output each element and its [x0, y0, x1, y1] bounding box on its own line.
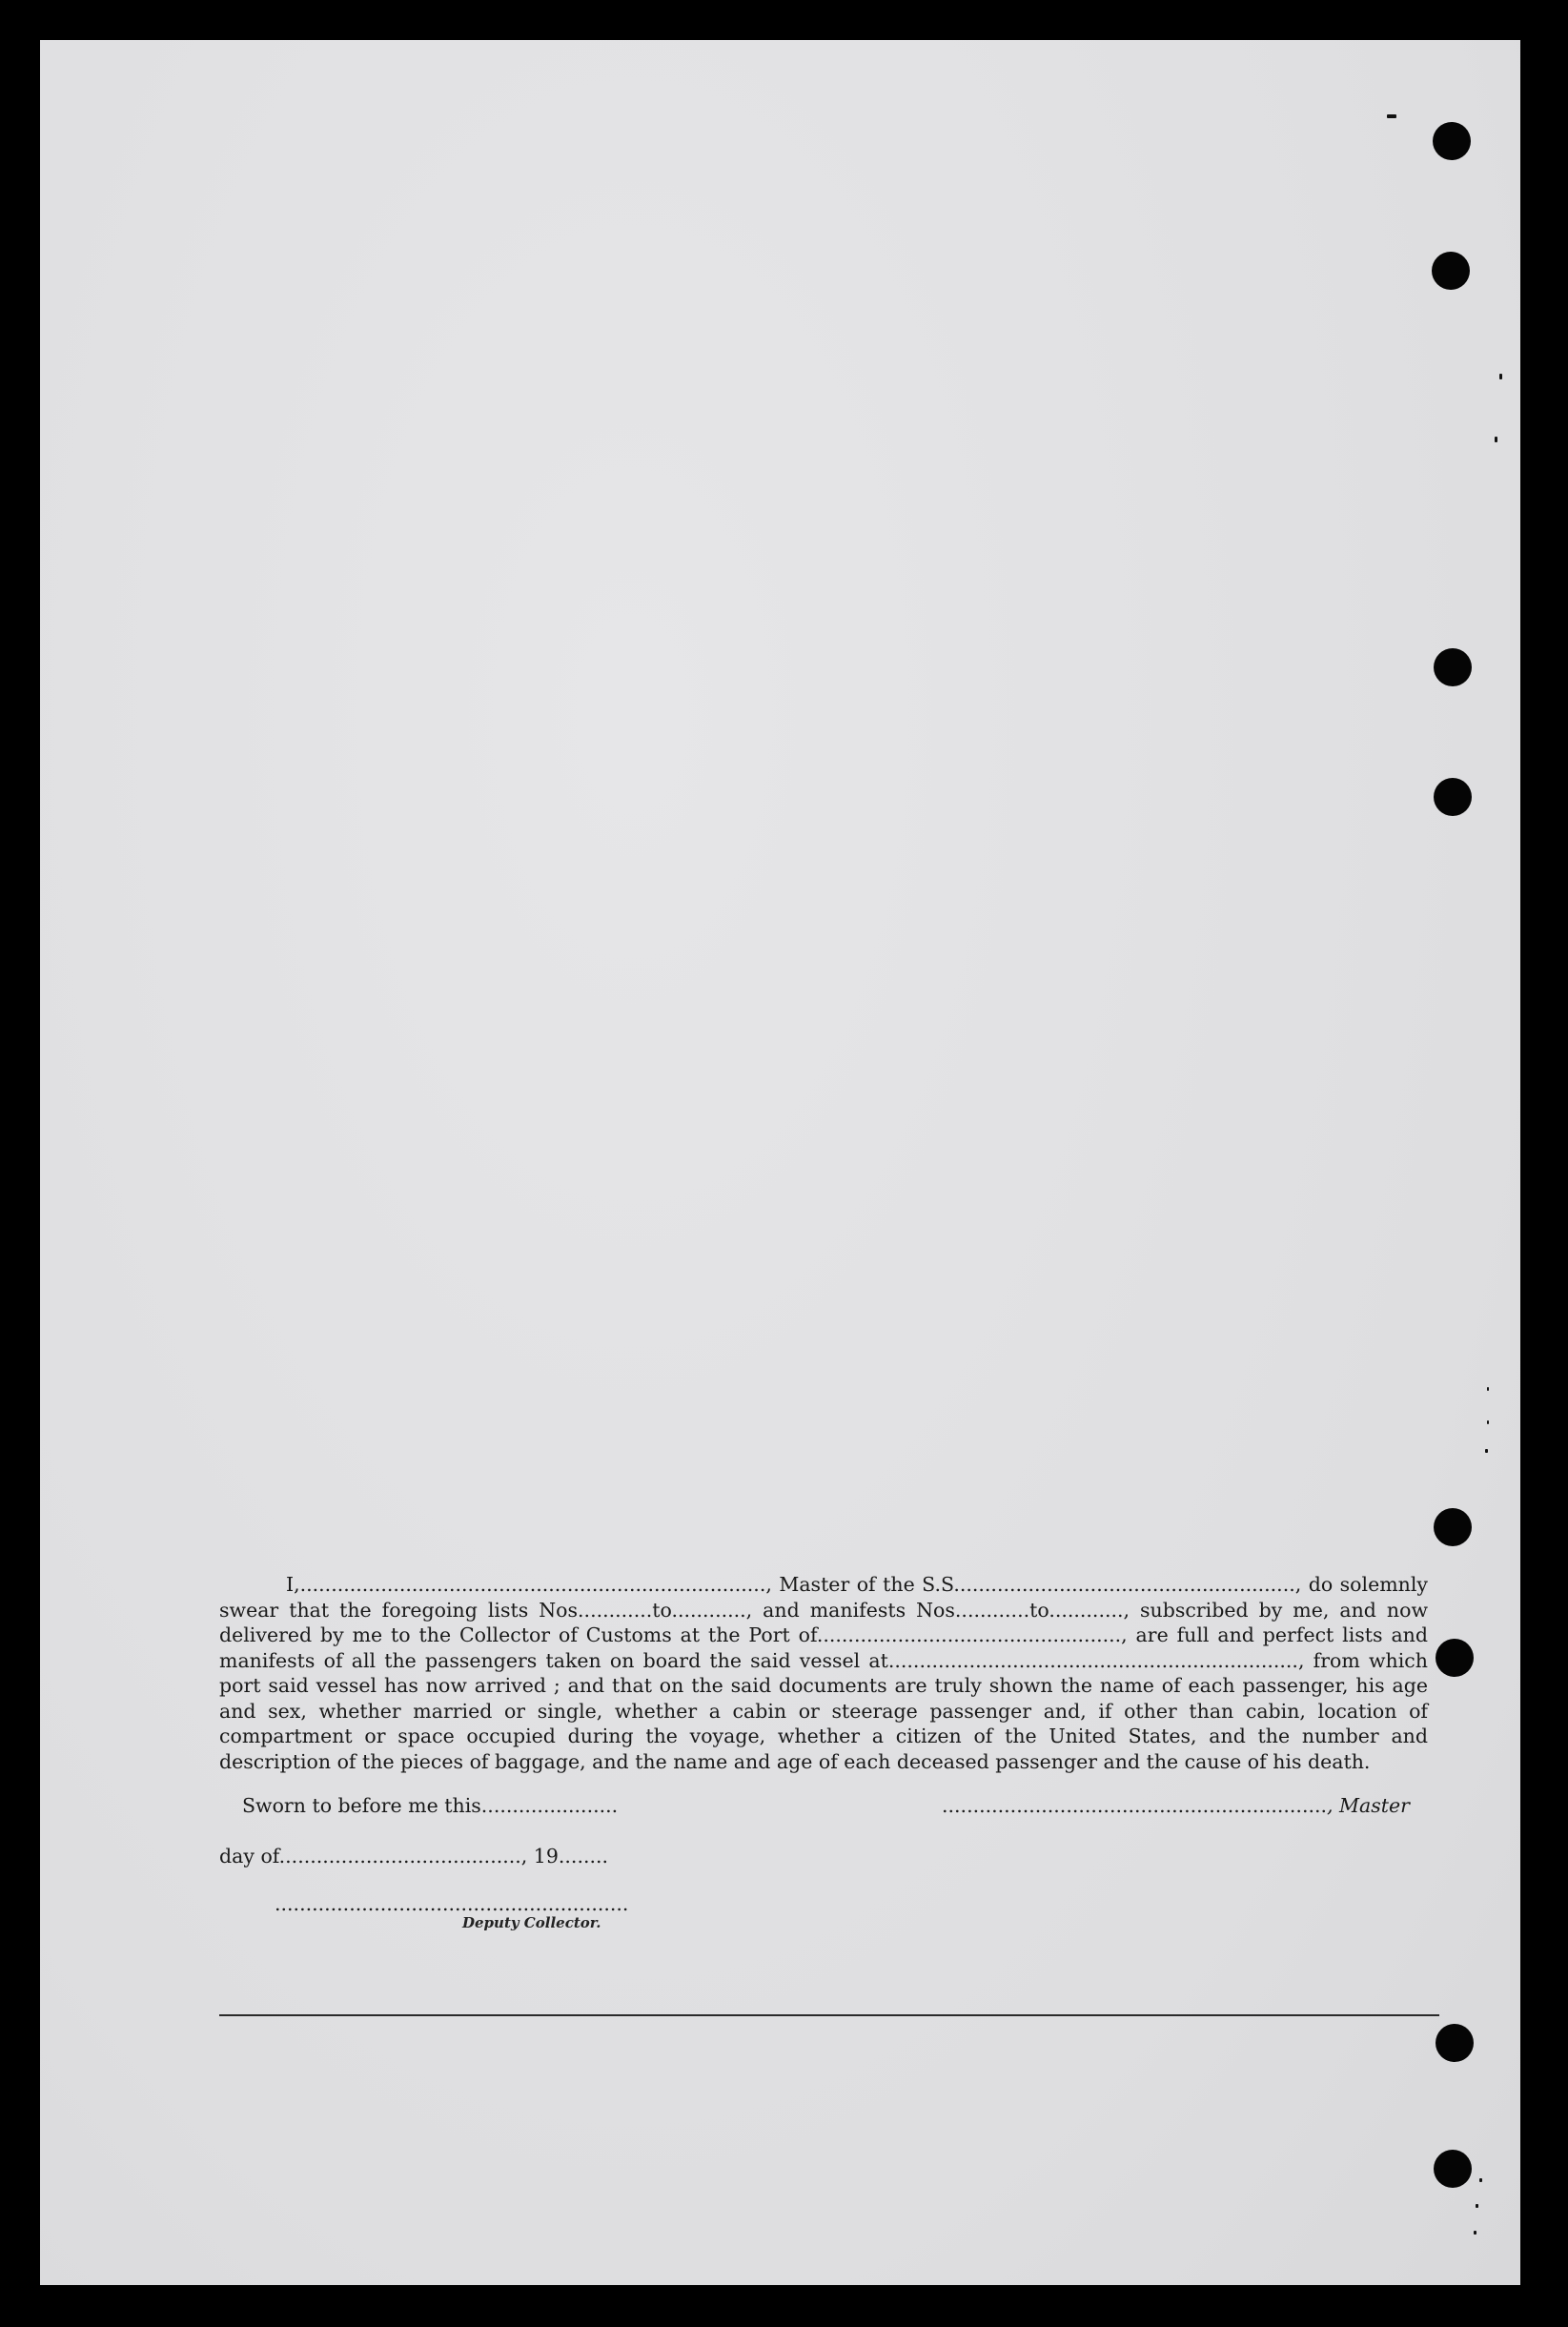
day-of-line: day of......................................., 19........: [219, 1845, 609, 1868]
scan-speck: [1479, 2178, 1482, 2182]
punch-hole: [1434, 778, 1472, 816]
punch-hole: [1434, 1508, 1472, 1546]
scan-speck: [1495, 437, 1497, 442]
scan-speck: [1474, 2231, 1476, 2235]
scan-speck: [1487, 1387, 1489, 1391]
signature-dots: ..............................................................: [942, 1794, 1328, 1817]
punch-hole: [1436, 1639, 1474, 1677]
master-title: , Master: [1327, 1794, 1410, 1817]
master-oath-paragraph: [219, 1572, 1428, 1774]
document-page: [40, 40, 1520, 2285]
scan-speck: [1476, 2204, 1478, 2208]
sworn-before-line: Sworn to before me this......................: [242, 1794, 619, 1817]
punch-hole: [1432, 252, 1470, 290]
scan-speck: [1485, 1449, 1488, 1453]
deputy-signature-line: .........................................................: [275, 1892, 629, 1915]
punch-hole: [1434, 2150, 1472, 2188]
oath-text: I,..........................................................................., Master of the S.S......................................................., do solemnly swear that the foregoing lists Nos............to............, and manifests Nos............to............, subscribed by me, and now delivered by me to the Collector of Customs at the Port of................................................., are full and perfect lists and manifests of all the passengers taken on board the said vessel at.................................................................., from which port said vessel has now arrived ; and that on the said documents are truly shown the name of each passenger, his age and sex, whether married or single, whether a cabin or steerage passenger and, if other than cabin, location of compartment or space occupied during the voyage, whether a citizen of the United States, and the number and description of the pieces of baggage, and the name and age of each deceased passenger and the cause of his death.: [219, 1573, 1428, 1773]
punch-hole: [1436, 2024, 1474, 2062]
scan-speck: [1487, 1420, 1489, 1424]
scan-speck: [1499, 374, 1502, 379]
punch-hole: [1434, 648, 1472, 686]
punch-hole: [1433, 122, 1471, 160]
deputy-collector-label: Deputy Collector.: [462, 1914, 601, 1931]
scan-speck: [1387, 114, 1396, 118]
horizontal-rule: [219, 2014, 1439, 2016]
master-signature-line: [942, 1794, 1410, 1817]
